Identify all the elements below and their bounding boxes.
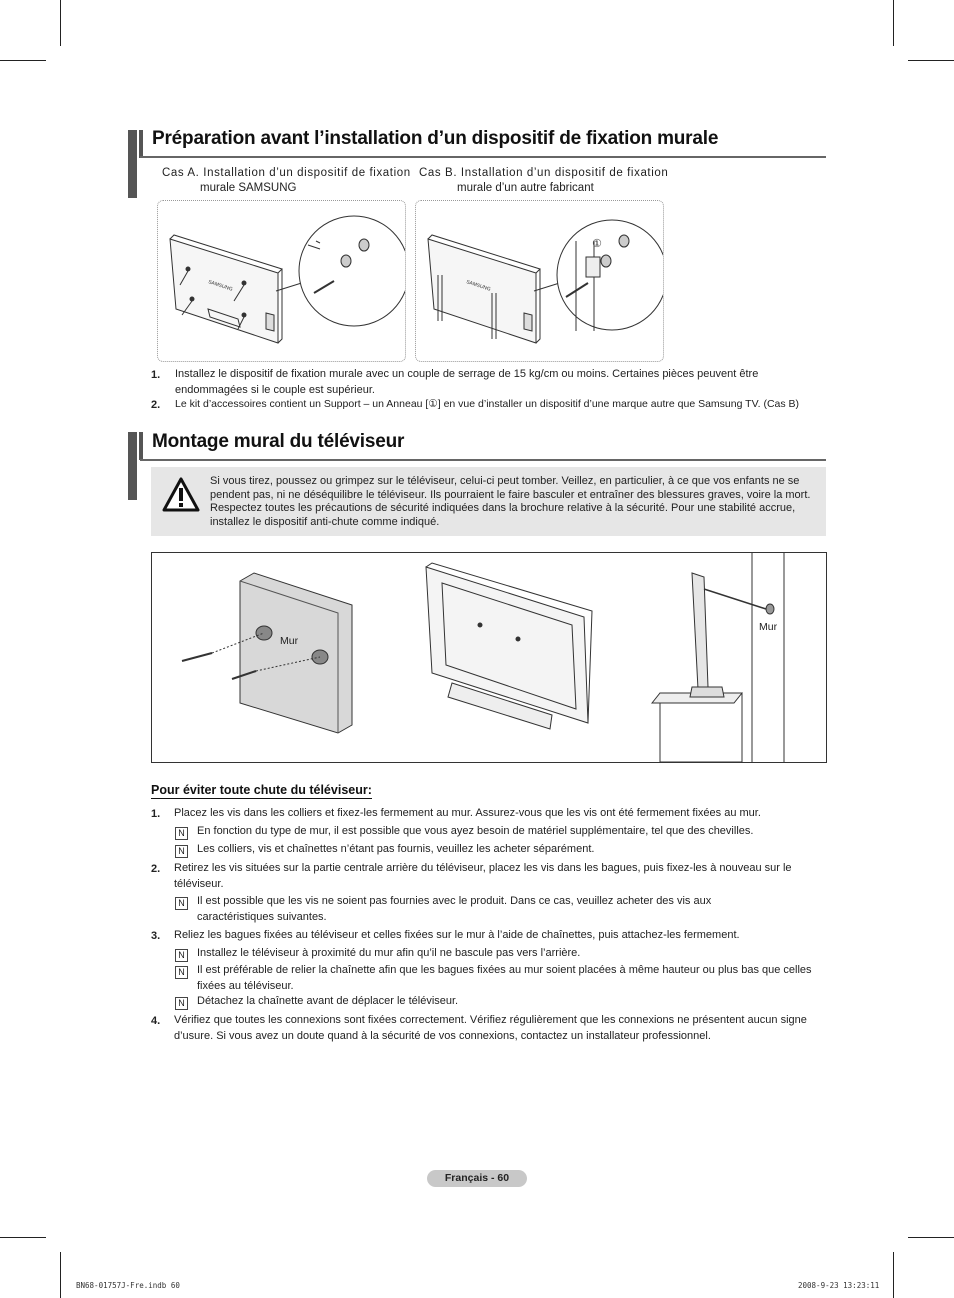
step-number: 2. <box>151 863 161 875</box>
subheading: Pour éviter toute chute du téléviseur: <box>151 783 372 797</box>
crop-mark <box>908 1237 954 1238</box>
case-b-line1: Cas B. Installation d’un dispositif de fixation <box>419 167 669 179</box>
step-note: Il est préférable de relier la chaînette afin que les bagues fixées au mur soient placées à même hauteur ou plus bas que celles fixées au téléviseur. <box>197 964 812 992</box>
figure-text: SAMSUNG <box>207 279 234 293</box>
date-info: 2008-9-23 13:23:11 <box>798 1281 880 1290</box>
step-note: Les colliers, vis et chaînettes n’étant pas fournis, veuillez les acheter séparément. <box>197 843 595 855</box>
case-a-label <box>162 166 418 196</box>
section-marker <box>128 130 137 198</box>
case-a-line1: Cas A. Installation d’un dispositif de fixation <box>162 167 411 179</box>
note-icon: N <box>175 949 188 962</box>
section-marker <box>139 432 143 460</box>
figure-case-a <box>157 200 406 362</box>
case-a-line2: murale SAMSUNG <box>200 182 297 194</box>
section-rule <box>140 156 826 158</box>
case-b-label <box>419 166 679 196</box>
section-title: Préparation avant l’installation d’un dispositif de fixation murale <box>152 128 719 149</box>
step-note: Il est possible que les vis ne soient pas fournies avec le produit. Dans ce cas, veuillez acheter des vis aux caractéristiques suivantes. <box>197 895 712 923</box>
ring-marker: ① <box>592 237 602 250</box>
note-number: 1. <box>151 369 161 381</box>
case-b-line2: murale d’un autre fabricant <box>457 182 594 194</box>
note-icon: N <box>175 966 188 979</box>
crop-mark <box>893 0 894 46</box>
tv-wall-mount-illustration-a <box>158 201 405 361</box>
step-number: 4. <box>151 1015 161 1027</box>
figure-case-b <box>415 200 664 362</box>
step-text: Retirez les vis situées sur la partie centrale arrière du téléviseur, placez les vis dans les bagues, puis fixez-les à nouveau sur le téléviseur. <box>174 862 792 890</box>
anti-tip-figure <box>151 552 827 763</box>
file-info: BN68-01757J-Fre.indb 60 <box>76 1281 180 1290</box>
step-number: 3. <box>151 930 161 942</box>
note-text: Installez le dispositif de fixation murale avec un couple de serrage de 15 kg/cm ou moins. Certaines pièces peuvent être endommagées si le couple est supérieur. <box>175 368 759 396</box>
step-text: Vérifiez que toutes les connexions sont fixées correctement. Vérifiez régulièrement que les connexions ne présentent aucun signe d’usure. Si vous avez un doute quand à la sécurité de vos connexions, contactez un installateur professionnel. <box>174 1014 807 1042</box>
wall-label: Mur <box>759 621 778 633</box>
figure-text: SAMSUNG <box>465 279 492 293</box>
crop-mark <box>60 1252 61 1298</box>
step-text: Reliez les bagues fixées au téléviseur et celles fixées sur le mur à l’aide de chaînettes, puis attachez-les fermement. <box>174 929 740 941</box>
step-note: Détachez la chaînette avant de déplacer le téléviseur. <box>197 995 459 1007</box>
anti-tip-illustration <box>152 553 826 762</box>
tv-wall-mount-illustration-b <box>416 201 663 361</box>
section-rule <box>140 459 826 461</box>
note-icon: N <box>175 997 188 1010</box>
note-icon: N <box>175 827 188 840</box>
note-icon: N <box>175 845 188 858</box>
section-marker <box>128 432 137 500</box>
section-title: Montage mural du téléviseur <box>152 431 405 452</box>
warning-icon <box>162 477 200 513</box>
step-text: Placez les vis dans les colliers et fixez-les fermement au mur. Assurez-vous que les vis ont été fermement fixées au mur. <box>174 807 761 819</box>
step-note: Installez le téléviseur à proximité du mur afin qu’il ne bascule pas vers l’arrière. <box>197 947 581 959</box>
page-number: Français - 60 <box>427 1170 527 1187</box>
crop-mark <box>60 0 61 46</box>
note-icon: N <box>175 897 188 910</box>
crop-mark <box>893 1252 894 1298</box>
warning-text: Si vous tirez, poussez ou grimpez sur le téléviseur, celui-ci peut tomber. Veillez, en particulier, à ce que vos enfants ne se pendent pas, ni ne déséquilibre le téléviseur. Ils pourraient le faire basculer et entraîner des blessures graves, voire la mort. Respectez toutes les précautions de sécurité indiquées dans la brochure relative à la sécurité. Pour une stabilité accrue, installez le dispositif anti-chute comme indiqué. <box>210 475 811 528</box>
crop-mark <box>0 1237 46 1238</box>
step-number: 1. <box>151 808 161 820</box>
crop-mark <box>908 60 954 61</box>
wall-label: Mur <box>280 635 299 647</box>
crop-mark <box>0 60 46 61</box>
step-note: En fonction du type de mur, il est possible que vous ayez besoin de matériel supplémentaire, tel que des chevilles. <box>197 825 754 837</box>
section-marker <box>139 130 143 158</box>
note-number: 2. <box>151 399 161 411</box>
note-text: Le kit d’accessoires contient un Support – un Anneau [①] en vue d’installer un dispositif d’une marque autre que Samsung TV. (Cas B) <box>175 398 800 410</box>
